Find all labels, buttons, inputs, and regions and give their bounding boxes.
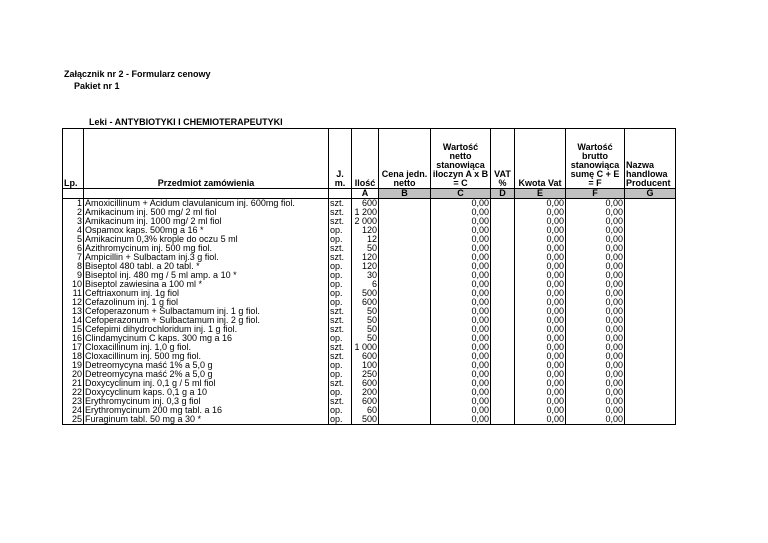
- net-value-cell: 0,00: [431, 235, 491, 244]
- price-cell: [379, 334, 431, 343]
- qty-cell: 600: [352, 298, 379, 307]
- lp-cell: 9: [63, 271, 84, 280]
- qty-cell: 1 000: [352, 343, 379, 352]
- gross-value-cell: 0,00: [566, 235, 625, 244]
- gross-value-cell: 0,00: [566, 199, 625, 209]
- price-cell: [379, 406, 431, 415]
- lp-cell: 2: [63, 208, 84, 217]
- vat-amount-cell: 0,00: [515, 244, 566, 253]
- vat-cell: [491, 388, 515, 397]
- net-value-cell: 0,00: [431, 262, 491, 271]
- item-cell: Cefazolinum inj. 1 g fiol: [84, 298, 329, 307]
- gross-value-cell: 0,00: [566, 280, 625, 289]
- trade-name-cell: [625, 316, 676, 325]
- gross-value-cell: 0,00: [566, 307, 625, 316]
- vat-cell: [491, 325, 515, 334]
- gross-value-cell: 0,00: [566, 244, 625, 253]
- vat-cell: [491, 316, 515, 325]
- gross-value-cell: 0,00: [566, 298, 625, 307]
- qty-cell: 100: [352, 361, 379, 370]
- unit-cell: op.: [329, 226, 352, 235]
- trade-name-cell: [625, 217, 676, 226]
- unit-cell: op.: [329, 415, 352, 425]
- table-row: [63, 379, 676, 388]
- vat-cell: [491, 352, 515, 361]
- item-cell: Cloxacillinum inj. 1,0 g fiol.: [84, 343, 329, 352]
- table-row: [63, 388, 676, 397]
- table-row: [63, 352, 676, 361]
- unit-cell: szt.: [329, 325, 352, 334]
- unit-cell: op.: [329, 370, 352, 379]
- vat-amount-cell: 0,00: [515, 316, 566, 325]
- col-trade-name-header: Nazwa handlowa Producent: [625, 129, 676, 189]
- qty-cell: 60: [352, 406, 379, 415]
- gross-value-cell: 0,00: [566, 406, 625, 415]
- unit-cell: op.: [329, 298, 352, 307]
- qty-cell: 50: [352, 325, 379, 334]
- trade-name-cell: [625, 253, 676, 262]
- net-value-cell: 0,00: [431, 343, 491, 352]
- vat-amount-cell: 0,00: [515, 253, 566, 262]
- gross-value-cell: 0,00: [566, 397, 625, 406]
- price-cell: [379, 280, 431, 289]
- col-qty-header: Ilość: [352, 129, 379, 189]
- qty-cell: 250: [352, 370, 379, 379]
- letter-g: G: [625, 189, 676, 199]
- net-value-cell: 0,00: [431, 415, 491, 425]
- net-value-cell: 0,00: [431, 316, 491, 325]
- qty-cell: 500: [352, 415, 379, 425]
- net-value-cell: 0,00: [431, 307, 491, 316]
- vat-amount-cell: 0,00: [515, 271, 566, 280]
- price-cell: [379, 226, 431, 235]
- qty-cell: 500: [352, 289, 379, 298]
- net-value-cell: 0,00: [431, 253, 491, 262]
- net-value-cell: 0,00: [431, 226, 491, 235]
- letter-e: E: [515, 189, 566, 199]
- vat-amount-cell: 0,00: [515, 217, 566, 226]
- trade-name-cell: [625, 208, 676, 217]
- item-cell: Amikacinum inj. 500 mg/ 2 ml fiol: [84, 208, 329, 217]
- table-row: [63, 415, 676, 425]
- net-value-cell: 0,00: [431, 217, 491, 226]
- trade-name-cell: [625, 199, 676, 209]
- trade-name-cell: [625, 388, 676, 397]
- table-row: [63, 199, 676, 209]
- attachment-title: Załącznik nr 2 - Formularz cenowy: [64, 69, 211, 79]
- vat-cell: [491, 271, 515, 280]
- trade-name-cell: [625, 415, 676, 425]
- qty-cell: 50: [352, 244, 379, 253]
- vat-cell: [491, 307, 515, 316]
- vat-amount-cell: 0,00: [515, 361, 566, 370]
- vat-amount-cell: 0,00: [515, 343, 566, 352]
- unit-cell: op.: [329, 388, 352, 397]
- qty-cell: 200: [352, 388, 379, 397]
- unit-cell: szt.: [329, 199, 352, 209]
- table-row: [63, 226, 676, 235]
- price-form-table: [62, 128, 676, 425]
- net-value-cell: 0,00: [431, 397, 491, 406]
- qty-cell: 50: [352, 307, 379, 316]
- table-row: [63, 217, 676, 226]
- gross-value-cell: 0,00: [566, 343, 625, 352]
- col-net-value-header: Wartość netto stanowiąca iloczyn A x B = C: [431, 129, 491, 189]
- table-row: [63, 316, 676, 325]
- table-row: [63, 343, 676, 352]
- item-cell: Azithromycinum inj. 500 mg fiol.: [84, 244, 329, 253]
- trade-name-cell: [625, 397, 676, 406]
- gross-value-cell: 0,00: [566, 388, 625, 397]
- gross-value-cell: 0,00: [566, 217, 625, 226]
- item-cell: Biseptol inj. 480 mg / 5 ml amp. a 10 *: [84, 271, 329, 280]
- vat-amount-cell: 0,00: [515, 226, 566, 235]
- vat-amount-cell: 0,00: [515, 289, 566, 298]
- unit-cell: szt.: [329, 379, 352, 388]
- trade-name-cell: [625, 289, 676, 298]
- vat-amount-cell: 0,00: [515, 325, 566, 334]
- item-cell: Amoxicillinum + Acidum clavulanicum inj. 600mg fiol.: [84, 199, 329, 209]
- vat-cell: [491, 280, 515, 289]
- vat-amount-cell: 0,00: [515, 406, 566, 415]
- net-value-cell: 0,00: [431, 388, 491, 397]
- lp-cell: 5: [63, 235, 84, 244]
- net-value-cell: 0,00: [431, 244, 491, 253]
- lp-cell: 6: [63, 244, 84, 253]
- lp-cell: 10: [63, 280, 84, 289]
- table-row: [63, 361, 676, 370]
- trade-name-cell: [625, 334, 676, 343]
- lp-cell: 23: [63, 397, 84, 406]
- col-unit-header: J. m.: [329, 129, 352, 189]
- net-value-cell: 0,00: [431, 280, 491, 289]
- price-cell: [379, 316, 431, 325]
- qty-cell: 120: [352, 226, 379, 235]
- price-cell: [379, 199, 431, 209]
- table-row: [63, 271, 676, 280]
- vat-amount-cell: 0,00: [515, 280, 566, 289]
- letter-c: C: [431, 189, 491, 199]
- price-cell: [379, 388, 431, 397]
- vat-cell: [491, 406, 515, 415]
- item-cell: Ospamox kaps. 500mg a 16 *: [84, 226, 329, 235]
- table-row: [63, 325, 676, 334]
- net-value-cell: 0,00: [431, 271, 491, 280]
- unit-cell: op.: [329, 271, 352, 280]
- trade-name-cell: [625, 280, 676, 289]
- item-cell: Cefoperazonum + Sulbactamum inj. 2 g fiol.: [84, 316, 329, 325]
- vat-cell: [491, 289, 515, 298]
- table-row: [63, 289, 676, 298]
- qty-cell: 120: [352, 262, 379, 271]
- col-lp-header: Lp.: [63, 129, 84, 189]
- item-cell: Cefepimi dihydrochloridum inj. 1 g fiol.: [84, 325, 329, 334]
- net-value-cell: 0,00: [431, 289, 491, 298]
- price-cell: [379, 271, 431, 280]
- letter-f: F: [566, 189, 625, 199]
- vat-amount-cell: 0,00: [515, 208, 566, 217]
- col-vat-amount-header: Kwota Vat: [515, 129, 566, 189]
- qty-cell: 600: [352, 379, 379, 388]
- qty-cell: 50: [352, 334, 379, 343]
- lp-cell: 25: [63, 415, 84, 425]
- item-cell: Cefoperazonum + Sulbactamum inj. 1 g fiol.: [84, 307, 329, 316]
- item-cell: Furaginum tabl. 50 mg a 30 *: [84, 415, 329, 425]
- net-value-cell: 0,00: [431, 208, 491, 217]
- net-value-cell: 0,00: [431, 325, 491, 334]
- trade-name-cell: [625, 262, 676, 271]
- vat-cell: [491, 217, 515, 226]
- vat-cell: [491, 253, 515, 262]
- price-cell: [379, 415, 431, 425]
- item-cell: Ampicillin + Sulbactam inj.3 g fiol.: [84, 253, 329, 262]
- vat-amount-cell: 0,00: [515, 397, 566, 406]
- price-cell: [379, 352, 431, 361]
- price-cell: [379, 253, 431, 262]
- trade-name-cell: [625, 307, 676, 316]
- qty-cell: 600: [352, 352, 379, 361]
- vat-amount-cell: 0,00: [515, 307, 566, 316]
- unit-cell: op.: [329, 406, 352, 415]
- vat-amount-cell: 0,00: [515, 379, 566, 388]
- col-item-header: Przedmiot zamówienia: [84, 129, 329, 189]
- unit-cell: szt.: [329, 352, 352, 361]
- lp-cell: 4: [63, 226, 84, 235]
- lp-cell: 16: [63, 334, 84, 343]
- qty-cell: 12: [352, 235, 379, 244]
- item-cell: Biseptol zawiesina a 100 ml *: [84, 280, 329, 289]
- item-cell: Cloxacillinum inj. 500 mg fiol.: [84, 352, 329, 361]
- lp-cell: 19: [63, 361, 84, 370]
- vat-cell: [491, 199, 515, 209]
- trade-name-cell: [625, 379, 676, 388]
- vat-amount-cell: 0,00: [515, 352, 566, 361]
- trade-name-cell: [625, 235, 676, 244]
- item-cell: Detreomycyna maść 1% a 5,0 g: [84, 361, 329, 370]
- price-cell: [379, 217, 431, 226]
- price-cell: [379, 208, 431, 217]
- net-value-cell: 0,00: [431, 352, 491, 361]
- net-value-cell: 0,00: [431, 199, 491, 209]
- unit-cell: op.: [329, 280, 352, 289]
- lp-cell: 15: [63, 325, 84, 334]
- qty-cell: 120: [352, 253, 379, 262]
- unit-cell: op.: [329, 235, 352, 244]
- gross-value-cell: 0,00: [566, 289, 625, 298]
- lp-cell: 12: [63, 298, 84, 307]
- lp-cell: 7: [63, 253, 84, 262]
- lp-cell: 21: [63, 379, 84, 388]
- gross-value-cell: 0,00: [566, 334, 625, 343]
- item-cell: Erythromycinum inj. 0,3 g fiol: [84, 397, 329, 406]
- item-cell: Doxycyclinum inj. 0,1 g / 5 ml fiol: [84, 379, 329, 388]
- net-value-cell: 0,00: [431, 379, 491, 388]
- table-row: [63, 244, 676, 253]
- table-row: [63, 253, 676, 262]
- trade-name-cell: [625, 343, 676, 352]
- unit-cell: szt.: [329, 208, 352, 217]
- table-row: [63, 334, 676, 343]
- price-cell: [379, 298, 431, 307]
- table-row: [63, 298, 676, 307]
- gross-value-cell: 0,00: [566, 208, 625, 217]
- net-value-cell: 0,00: [431, 298, 491, 307]
- item-cell: Amikacinum inj. 1000 mg/ 2 ml fiol: [84, 217, 329, 226]
- price-cell: [379, 379, 431, 388]
- item-cell: Erythromycinum 200 mg tabl. a 16: [84, 406, 329, 415]
- vat-amount-cell: 0,00: [515, 199, 566, 209]
- unit-cell: szt.: [329, 397, 352, 406]
- qty-cell: 600: [352, 199, 379, 209]
- section-title: Leki - ANTYBIOTYKI I CHEMIOTERAPEUTYKI: [89, 117, 283, 127]
- trade-name-cell: [625, 244, 676, 253]
- lp-cell: 18: [63, 352, 84, 361]
- lp-cell: 3: [63, 217, 84, 226]
- price-cell: [379, 343, 431, 352]
- item-cell: Doxycyclinum kaps. 0,1 g a 10: [84, 388, 329, 397]
- qty-cell: 50: [352, 316, 379, 325]
- unit-cell: op.: [329, 262, 352, 271]
- gross-value-cell: 0,00: [566, 226, 625, 235]
- lp-cell: 22: [63, 388, 84, 397]
- vat-cell: [491, 226, 515, 235]
- vat-cell: [491, 415, 515, 425]
- vat-cell: [491, 370, 515, 379]
- table-row: [63, 208, 676, 217]
- table-row: [63, 280, 676, 289]
- net-value-cell: 0,00: [431, 406, 491, 415]
- trade-name-cell: [625, 361, 676, 370]
- col-vat-header: VAT %: [491, 129, 515, 189]
- vat-amount-cell: 0,00: [515, 262, 566, 271]
- unit-cell: szt.: [329, 316, 352, 325]
- price-cell: [379, 262, 431, 271]
- letter-d: D: [491, 189, 515, 199]
- lp-cell: 14: [63, 316, 84, 325]
- net-value-cell: 0,00: [431, 361, 491, 370]
- letter-a: A: [352, 189, 379, 199]
- gross-value-cell: 0,00: [566, 370, 625, 379]
- item-cell: Biseptol 480 tabl. a 20 tabl. *: [84, 262, 329, 271]
- trade-name-cell: [625, 325, 676, 334]
- vat-cell: [491, 244, 515, 253]
- unit-cell: szt.: [329, 217, 352, 226]
- vat-cell: [491, 379, 515, 388]
- price-cell: [379, 361, 431, 370]
- price-cell: [379, 289, 431, 298]
- vat-cell: [491, 208, 515, 217]
- lp-cell: 11: [63, 289, 84, 298]
- lp-cell: 1: [63, 199, 84, 209]
- table-row: [63, 397, 676, 406]
- table-row: [63, 262, 676, 271]
- net-value-cell: 0,00: [431, 334, 491, 343]
- unit-cell: szt.: [329, 253, 352, 262]
- letter-b: B: [379, 189, 431, 199]
- lp-cell: 17: [63, 343, 84, 352]
- vat-amount-cell: 0,00: [515, 334, 566, 343]
- lp-cell: 20: [63, 370, 84, 379]
- price-cell: [379, 244, 431, 253]
- package-number: Pakiet nr 1: [74, 81, 120, 91]
- gross-value-cell: 0,00: [566, 325, 625, 334]
- trade-name-cell: [625, 226, 676, 235]
- gross-value-cell: 0,00: [566, 271, 625, 280]
- trade-name-cell: [625, 406, 676, 415]
- item-cell: Detreomycyna maść 2% a 5,0 g: [84, 370, 329, 379]
- gross-value-cell: 0,00: [566, 262, 625, 271]
- price-cell: [379, 307, 431, 316]
- vat-amount-cell: 0,00: [515, 388, 566, 397]
- unit-cell: szt.: [329, 343, 352, 352]
- item-cell: Clindamycinum C kaps. 300 mg a 16: [84, 334, 329, 343]
- trade-name-cell: [625, 370, 676, 379]
- col-gross-value-header: Wartość brutto stanowiąca sumę C + E = F: [566, 129, 625, 189]
- gross-value-cell: 0,00: [566, 352, 625, 361]
- unit-cell: szt.: [329, 307, 352, 316]
- vat-cell: [491, 262, 515, 271]
- price-cell: [379, 370, 431, 379]
- gross-value-cell: 0,00: [566, 379, 625, 388]
- table-row: [63, 370, 676, 379]
- qty-cell: 2 000: [352, 217, 379, 226]
- qty-cell: 6: [352, 280, 379, 289]
- gross-value-cell: 0,00: [566, 415, 625, 425]
- vat-cell: [491, 397, 515, 406]
- qty-cell: 1 200: [352, 208, 379, 217]
- trade-name-cell: [625, 352, 676, 361]
- net-value-cell: 0,00: [431, 370, 491, 379]
- vat-amount-cell: 0,00: [515, 370, 566, 379]
- lp-cell: 24: [63, 406, 84, 415]
- table-row: [63, 406, 676, 415]
- item-cell: Amikacinum 0,3% krople do oczu 5 ml: [84, 235, 329, 244]
- col-price-header: Cena jedn. netto: [379, 129, 431, 189]
- lp-cell: 13: [63, 307, 84, 316]
- vat-cell: [491, 235, 515, 244]
- vat-amount-cell: 0,00: [515, 298, 566, 307]
- unit-cell: szt.: [329, 244, 352, 253]
- price-cell: [379, 397, 431, 406]
- vat-cell: [491, 334, 515, 343]
- vat-amount-cell: 0,00: [515, 415, 566, 425]
- unit-cell: op.: [329, 361, 352, 370]
- trade-name-cell: [625, 271, 676, 280]
- vat-cell: [491, 343, 515, 352]
- gross-value-cell: 0,00: [566, 316, 625, 325]
- price-cell: [379, 325, 431, 334]
- price-cell: [379, 235, 431, 244]
- vat-cell: [491, 361, 515, 370]
- qty-cell: 600: [352, 397, 379, 406]
- gross-value-cell: 0,00: [566, 361, 625, 370]
- item-cell: Ceftriaxonum inj. 1g fiol: [84, 289, 329, 298]
- table-row: [63, 307, 676, 316]
- vat-cell: [491, 298, 515, 307]
- table-row: [63, 235, 676, 244]
- trade-name-cell: [625, 298, 676, 307]
- lp-cell: 8: [63, 262, 84, 271]
- gross-value-cell: 0,00: [566, 253, 625, 262]
- unit-cell: op.: [329, 289, 352, 298]
- unit-cell: op.: [329, 334, 352, 343]
- qty-cell: 30: [352, 271, 379, 280]
- vat-amount-cell: 0,00: [515, 235, 566, 244]
